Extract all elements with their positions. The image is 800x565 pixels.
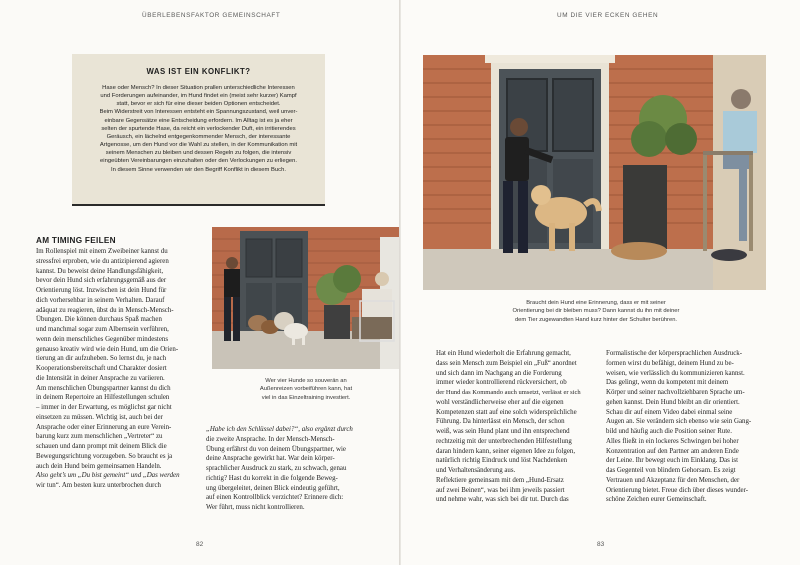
text-line: Am menschlichen Übungspartner kannst du dich: [36, 384, 171, 392]
text-line: Im Rollenspiel mit einem Zweibeiner kannst du: [36, 248, 168, 255]
info-box-title: WAS IST EIN KONFLIKT?: [146, 67, 251, 76]
info-box-line: Artgenosse, um den Hund vor die Wahl zu stellen, in der Kommunikation mit: [99, 142, 298, 149]
text-line: – immer in der Erwartung, es möglichst gar nicht: [36, 404, 172, 411]
photo-dog-reminder-image: [423, 55, 766, 290]
text-line: schauen und dann prompt mit deinem Blick die: [36, 443, 167, 450]
text-line: Führung. Da hinterlässt ein Mensch, der schon: [436, 418, 565, 426]
running-head-right: UM DIE VIER ECKEN GEHEN: [557, 12, 659, 19]
text-line: weiß, was sein Hund plant und ihn entsprechend: [436, 428, 570, 435]
photo-dog-reminder: [423, 55, 766, 290]
right-column-1: [436, 349, 598, 505]
info-box-line: einbare Gegensätze eine Entscheidung erfordern. Im Alltag ist es ja eher: [104, 117, 293, 124]
info-box-line: Hase oder Mensch? In dieser Situation prallen unterschiedliche Interessen: [102, 85, 295, 91]
info-box-line: statt, bevor er sich für eine dieser beiden Optionen entscheidet.: [116, 101, 281, 108]
text-line: rechtzeitig mit der unterbrechenden Hilfestellung: [436, 437, 572, 445]
text-line: Körper und seiner nachvollziehbaren Sprache um-: [606, 389, 745, 396]
text-line: kannst. Du beweist deine Handlungsfähigkeit,: [36, 267, 164, 275]
running-head-left: ÜBERLEBENSFAKTOR GEMEINSCHAFT: [142, 12, 281, 19]
text-line: Wer führt, muss nicht kontrollieren.: [206, 504, 305, 511]
text-line: Augen an. Sie verändern sich ebenso wie sein Gang-: [606, 418, 752, 426]
photo-caption-right: [465, 299, 727, 324]
text-line: Orientierung löst. Inzwischen ist dein Hund für: [36, 287, 167, 294]
info-box-line: Beim Widerstreit von Interessen entsteht ein Spannungszustand, weil unver-: [99, 109, 298, 116]
info-box-text: [84, 84, 313, 174]
photo-four-dogs-image: [212, 227, 399, 369]
text-line: Also geht’s um „Du bist gemeint“ und „Das werden: [36, 472, 180, 480]
text-line: Hat ein Hund wiederholt die Erfahrung gemacht,: [436, 350, 571, 357]
info-box-line: selten der spurtende Hase, da reicht ein verlockender Duft, ein irritierendes: [101, 125, 296, 132]
text-line: das Gegenteil von blindem Gehorsam. Es zeigt: [606, 467, 736, 474]
text-line: schöne Zeichen eurer Gemeinschaft.: [606, 496, 707, 504]
text-line: stressfrei erproben, wie du antizipierend agieren: [36, 257, 169, 265]
text-line: und Verhaltensänderung aus.: [436, 467, 516, 474]
page-number-left: 82: [196, 541, 204, 548]
text-line: die Intensität in deiner Ansprache zu variieren.: [36, 374, 165, 382]
text-line: in deinem Repertoire an Hilfestellungen schulen: [36, 394, 170, 402]
text-line: formen wirst du befähigt, deinem Hund zu be-: [606, 359, 734, 367]
photo-four-dogs: [212, 227, 399, 369]
left-column-1: [36, 247, 198, 491]
text-line: der Hund das Kommando auch umsetzt, verlässt er sich: [436, 389, 581, 396]
text-line: die zweite Ansprache. In der Mensch-Mensch-: [206, 435, 335, 443]
text-line: Kooperationsbereitschaft und Charakter dosiert: [36, 365, 167, 372]
text-line: Schau dir auf einem Video dabei einmal seine: [606, 408, 733, 416]
text-line: barung kurz zum menschlichen „Vertreter“ zu: [36, 433, 163, 441]
caption-line: Braucht dein Hund eine Erinnerung, dass er mit seiner: [526, 300, 666, 306]
text-line: bild und häufig auch die Position seiner Rute.: [606, 428, 732, 435]
info-box: [72, 54, 325, 206]
text-line: einsetzen zu müssen. Wichtig ist, auch bei der: [36, 413, 163, 421]
text-line: Orientierung bietet. Freue dich über dieses wunder-: [606, 486, 749, 494]
text-line: ung übergeleitet, deinen Blick eindeutig geführt,: [206, 484, 340, 492]
info-box-line: seinem Menschen zu bleiben und dessen Regeln zu folgen, die intensiv: [105, 150, 292, 157]
text-line: und manchmal sogar zum Albernsein verführen,: [36, 326, 169, 333]
text-line: wohl verständlicherweise eher auf die eigenen: [436, 398, 564, 406]
text-line: Kompetenzen statt auf eine solch widersprüchliche: [436, 408, 577, 416]
text-line: deine Ansprache gewirkt hat. War dein körper-: [206, 455, 335, 463]
text-line: Übung erfährst du von deinem Übungspartner, wie: [206, 445, 346, 453]
section-heading: AM TIMING FEILEN: [36, 236, 116, 245]
text-line: Formalistische der körpersprachlichen Ausdruck-: [606, 350, 743, 357]
info-box-line: Geräusch, ein lächelnd entgegenkommender Mensch, der interessante: [106, 133, 291, 140]
text-line: Konzentration auf den Partner am anderen Ende: [606, 447, 739, 455]
text-line: dass sein Mensch zum Beispiel ein „Fuß“ anordnet: [436, 359, 577, 367]
info-box-line: und Forderungen aufeinander, im Hund findet ein (meist sehr kurzer) Kampf: [100, 93, 297, 100]
photo-caption-left: [238, 377, 374, 402]
text-line: Ansprache oder einer Erinnerung an eure Verein-: [36, 423, 172, 431]
text-line: gehen kannst. Dein Hund bleibt an dir orientiert.: [606, 398, 740, 406]
right-page: [401, 0, 800, 565]
text-line: Das gelingt, wenn du kompetent mit deinem: [606, 379, 729, 387]
caption-line: Außenreizen vorbeiführen kann, hat: [259, 386, 353, 393]
caption-line: dem Tier zugewandten Hand kurz hinter der Schulter berühren.: [514, 316, 678, 323]
caption-line: Wer vier Hunde so souverän an: [265, 378, 347, 384]
text-line: genauso kreativ wird wie dein Hund, um die Orien-: [36, 345, 179, 353]
text-line: tierung an dir aufzuheben. So lernst du, je nach: [36, 355, 167, 363]
text-line: und nehme wahr, was sich bei dir tut. Durch das: [436, 496, 569, 504]
left-page: [0, 0, 399, 565]
text-line: bevor dein Hund sich erfahrungsgemäß aus der: [36, 277, 167, 285]
caption-line: Orientierung bei dir bleiben muss? Dann kannst du ihn mit deiner: [512, 308, 680, 315]
text-line: sprachlicher Ausdruck zu stark, zu schwach, genau: [206, 465, 347, 472]
right-column-2: [606, 349, 769, 505]
text-line: Reflektiere gemeinsam mit dem „Hund-Ersatz: [436, 476, 564, 484]
info-box-line: In diesem Sinne verwenden wir den Begriff Konflikt in diesem Buch.: [111, 166, 286, 173]
text-line: und sich dann im Nachgang an die Forderung: [436, 369, 562, 377]
left-column-2: [206, 425, 370, 513]
text-line: Übungen. Die können durchaus Spaß machen: [36, 316, 162, 324]
text-line: adäquat zu reagieren, übst du in Mensch-Mensch-: [36, 306, 174, 314]
text-line: auch dein Hund beim gemeinsamen Handeln.: [36, 462, 162, 470]
caption-line: viel in das Einzeltraining investiert.: [261, 394, 351, 401]
info-box-line: eingeübten Vereinbarungen einzuhalten oder den Verlockungen zu erliegen.: [100, 158, 297, 165]
text-line: daran hindern kann, seiner eigenen Idee zu folgen,: [436, 447, 576, 455]
text-line: wir tun“. Am besten kurz unterbrochen durch: [36, 482, 161, 489]
text-line: Bewegungsrichtung vorzugeben. So braucht es ja: [36, 452, 173, 460]
text-line: „Habe ich den Schlüssel dabei?“, also ergänzt durch: [206, 426, 353, 433]
text-line: natürlich richtig Eindruck und löst Nachdenken: [436, 457, 568, 465]
page-number-right: 83: [597, 541, 605, 548]
text-line: Vertrauen und Akzeptanz für den Menschen, der: [606, 476, 740, 484]
text-line: weisen, wie verlässlich du kommunizieren kannst.: [606, 369, 745, 377]
text-line: Alles fließt in ein lockeres Schwingen bei hoher: [606, 437, 739, 445]
text-line: auf zwei Beinen“, was bei ihm jeweils passiert: [436, 486, 565, 494]
text-line: immer wieder kontrollierend rückversichert, ob: [436, 379, 567, 387]
text-line: wenn dein menschliches Gegenüber mindestens: [36, 335, 169, 343]
text-line: der Leine. Ihr bewegt euch im Einklang. Das ist: [606, 457, 739, 465]
text-line: auf einen Kontrollblick verzichtet? Erinnere dich:: [206, 494, 344, 502]
text-line: dich vorhersehbar in seinem Verhalten. Darauf: [36, 296, 165, 304]
text-line: richtig? Hast du korrekt in die folgende Beweg-: [206, 474, 338, 482]
